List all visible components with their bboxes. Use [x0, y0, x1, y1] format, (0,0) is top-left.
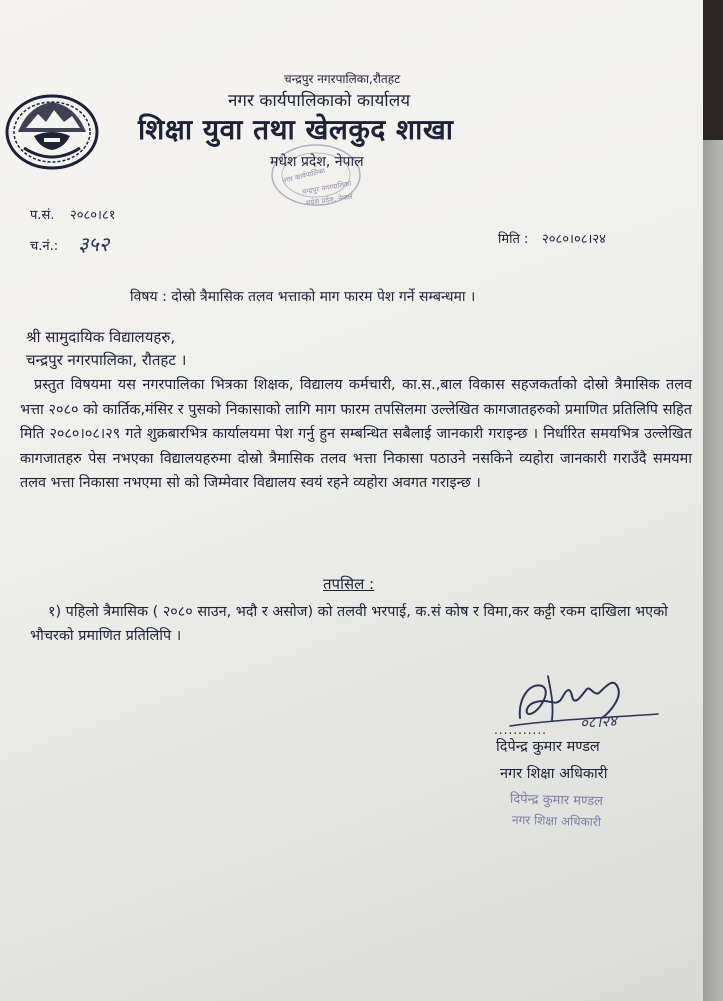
municipality-name: चन्द्रपुर नगरपालिका,रौतहट: [284, 72, 401, 86]
background-edge: [703, 140, 723, 1001]
letter-body-paragraph: प्रस्तुत विषयमा यस नगरपालिका भित्रका शिक्षक, विद्यालय कर्मचारी, का.स.,बाल विकास सहजकर्ताको दोस्रो त्रैमासिक तलव भत्ता २०८० को कार्तिक,मंसिर र पुसको निकासाको लागि माग फारम तपसिलमा उल्लेखित कागजातहरुको प्रमाणित प्रतिलिपि सहित मिति २०८०।०८।२९ गते शुक्रबारभित्र कार्यालयमा पेश गर्नु हुन सम्बन्धित सबैलाई जानकारी गराइन्छ । निर्धारित समयभित्र उल्लेखित कागजातहरु पेस नभएका विद्यालयहरुमा दोस्रो त्रैमासिक तलव भत्ता निकासा पठाउने नसकिने व्यहोरा जानकारी गराउँदै समयमा तलव भत्ता निकासा नभएमा सो को जिम्मेवार विद्यालय स्वयं रहने व्यहोरा अवगत गराइन्छ ।: [20, 377, 692, 491]
annex-heading: तपसिल :: [323, 575, 375, 593]
designation-stamp: नगर शिक्षा अधिकारी: [511, 812, 602, 830]
cn-label: च.नं.:: [30, 239, 59, 254]
annex-item-1: १) पहिलो त्रैमासिक ( २०८० साउन, भदौ र असोज) को तलवी भरपाई, क.सं कोष र विमा,कर कट्टी रकम दाखिला भएको भौचरको प्रमाणित प्रतिलिपि ।: [30, 604, 668, 644]
stamp-text-line: मधेश प्रदेश, नेपाल: [305, 192, 354, 208]
ps-label: प.सं.: [30, 208, 55, 223]
handwritten-sign-date: ०८।२४: [579, 711, 618, 733]
signatory-name: दिपेन्द्र कुमार मण्डल: [496, 739, 600, 755]
signatory-designation: नगर शिक्षा अधिकारी: [500, 766, 608, 782]
name-stamp: दिपेन्द्र कुमार मण्डल: [509, 791, 604, 810]
letter-subject: विषय : दोस्रो त्रैमासिक तलव भत्ताको माग फारम पेश गर्ने सम्बन्धमा ।: [130, 289, 476, 305]
recipient-line-1: श्री सामुदायिक विद्यालयहरु,: [26, 328, 176, 346]
ps-value: २०८०।८१: [70, 208, 116, 223]
section-title: शिक्षा युवा तथा खेलकुद शाखा: [138, 113, 454, 146]
stamp-text-line: नगर कार्यपालिका: [281, 166, 326, 186]
cn-value-handwritten: ३५२: [78, 232, 110, 256]
date-label: मिति :: [498, 232, 529, 247]
office-name: नगर कार्यपालिकाको कार्यालय: [228, 91, 411, 111]
stamp-text-line: चन्द्रपुर नगरपालिका: [301, 179, 352, 197]
government-emblem-logo: [4, 92, 100, 170]
date-value: २०८०।०८।२४: [542, 232, 606, 247]
recipient-line-2: चन्द्रपुर नगरपालिका, रौतहट ।: [26, 351, 187, 369]
signature-dots: ...........: [494, 723, 547, 737]
province-name: मधेश प्रदेश, नेपाल: [270, 154, 364, 170]
background-edge: [703, 0, 723, 140]
